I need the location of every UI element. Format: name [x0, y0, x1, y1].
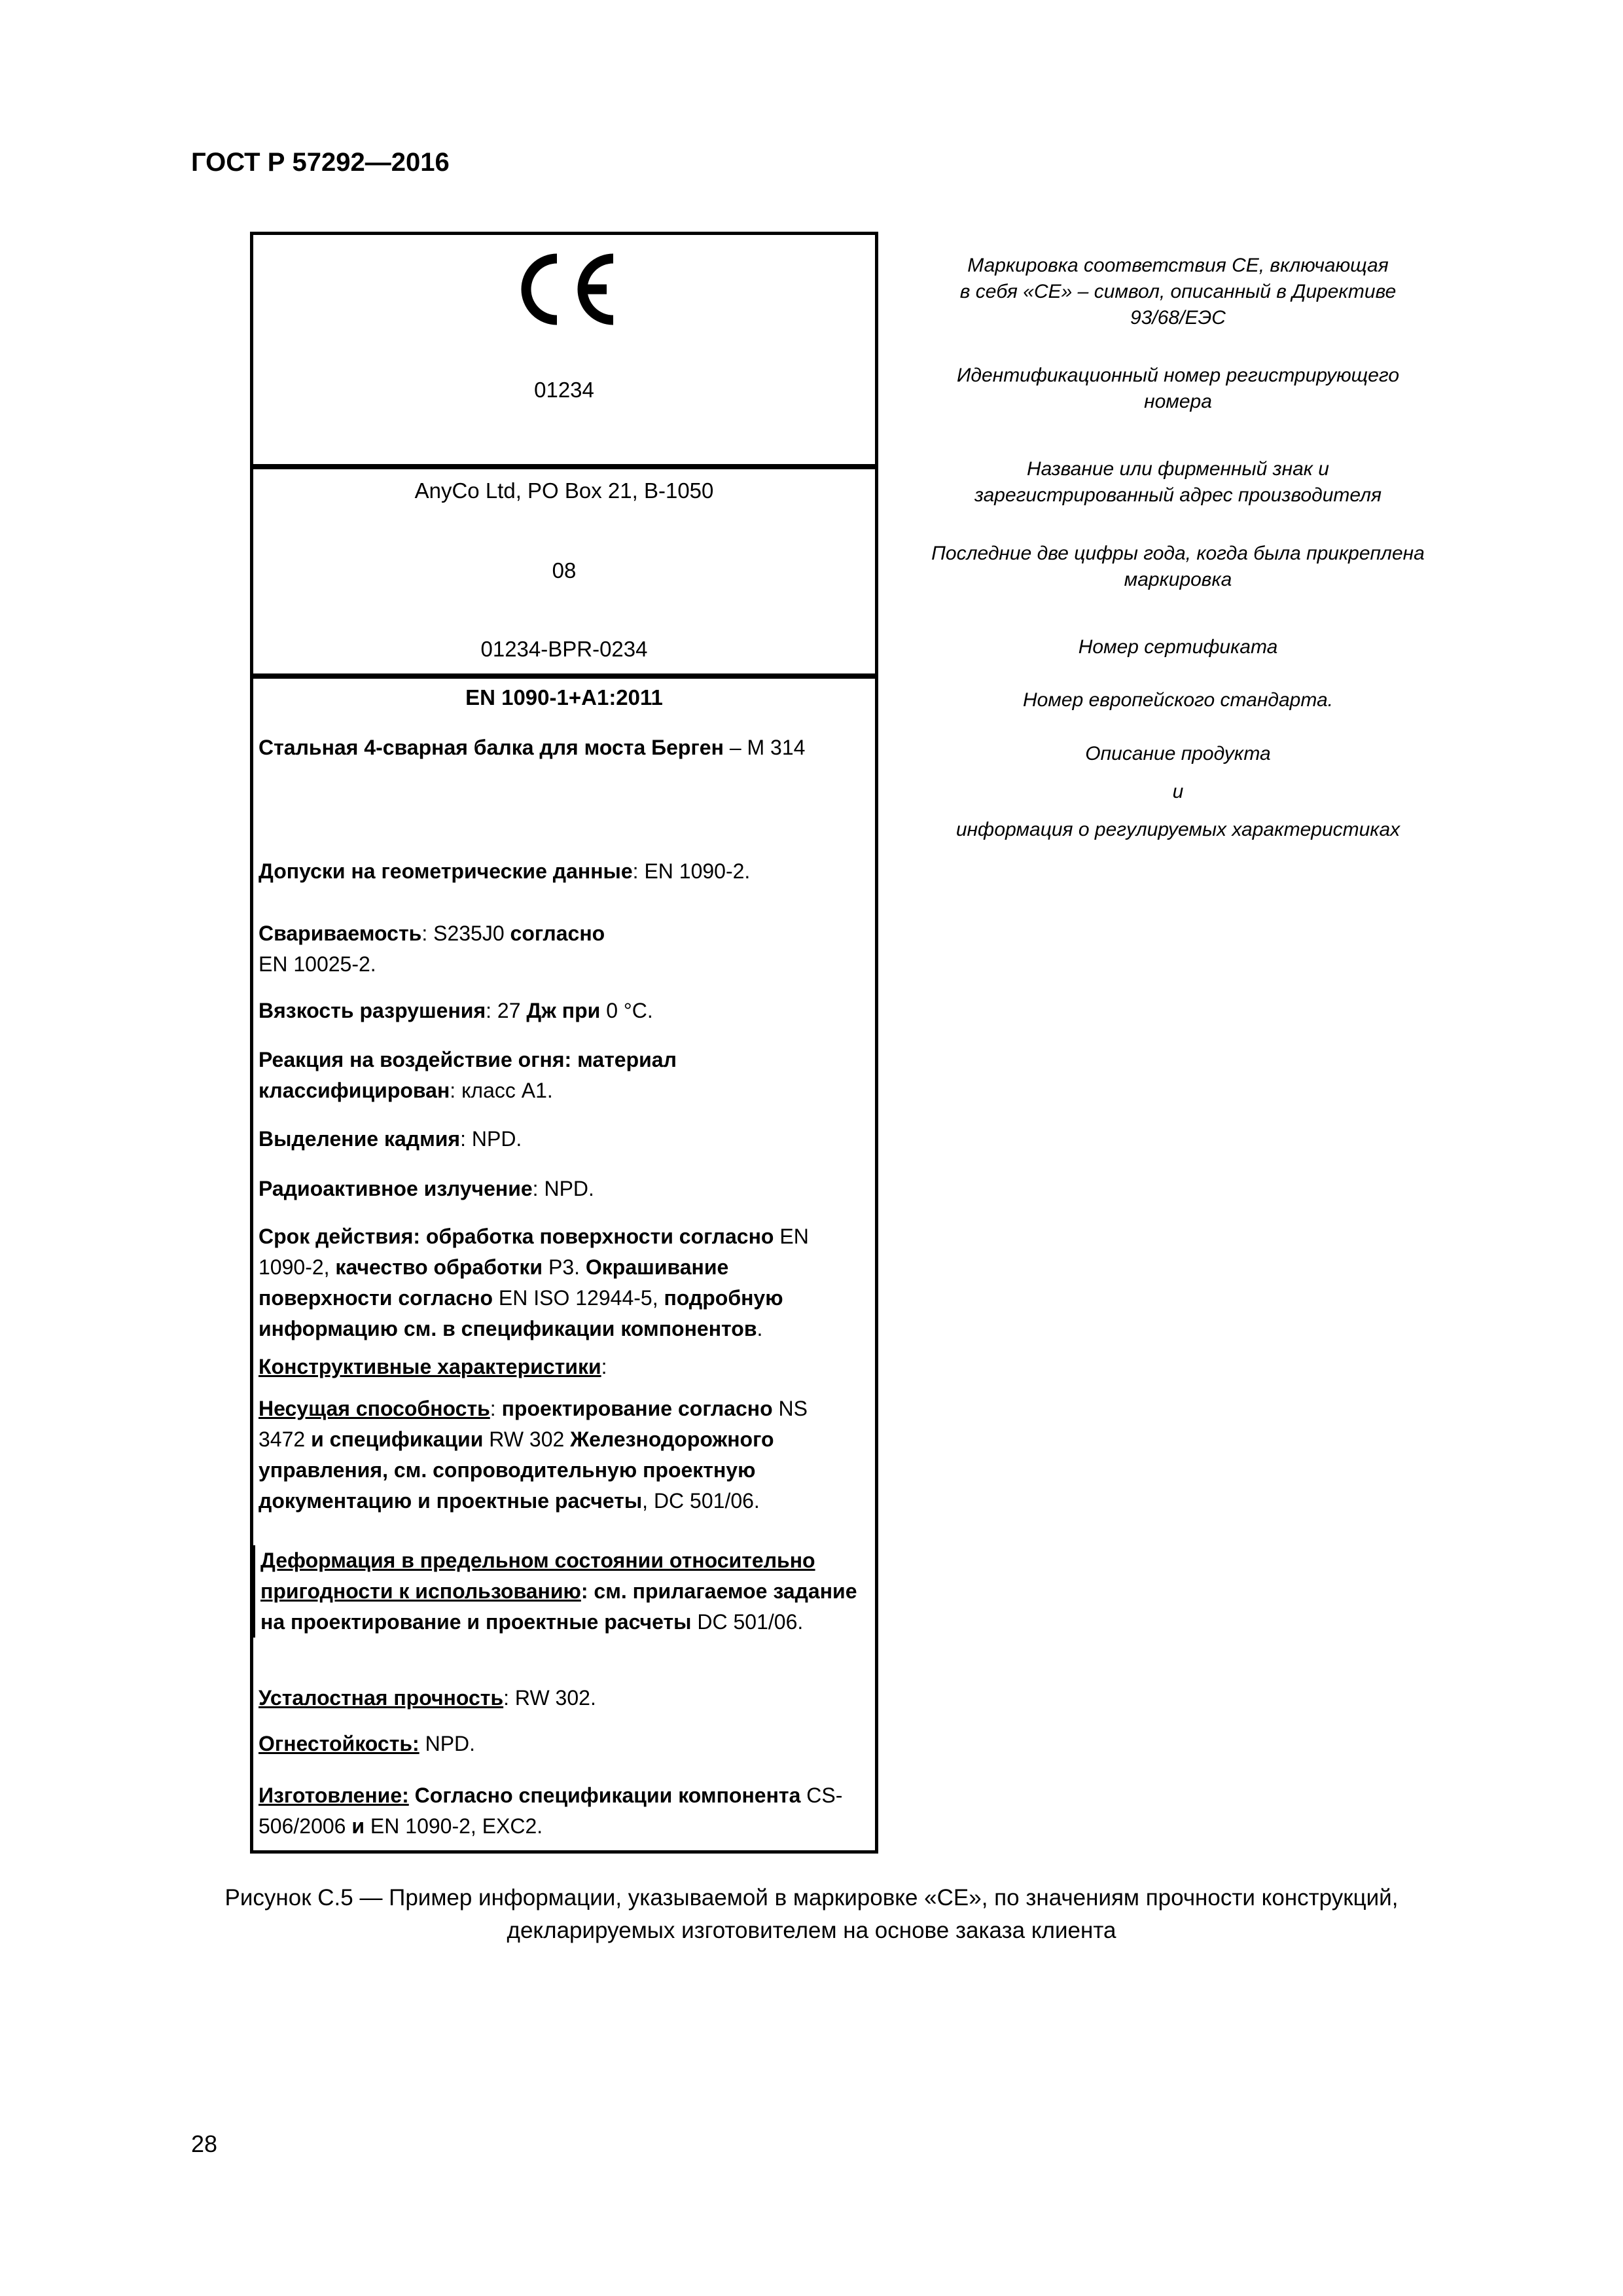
characteristics-section [250, 675, 878, 1854]
weldability-tail: согласно [504, 922, 605, 945]
desc-manufacturer-line-1: Название или фирменный знак и [1027, 458, 1329, 480]
toughness-value: : 27 [486, 999, 521, 1022]
desc-year-line-2: маркировка [1124, 569, 1232, 590]
radioactive-label: Радиоактивное излучение [259, 1177, 533, 1200]
durability-quality: качество обработки [335, 1255, 548, 1279]
fire-reaction-class: : класс А1. [450, 1079, 553, 1102]
fire-reaction-line [259, 1045, 867, 1106]
desc-year [883, 541, 1472, 593]
manufacture-label: Изготовление: [259, 1784, 409, 1807]
id-number: 01234 [534, 378, 594, 402]
load-capacity-spec: и спецификации [311, 1427, 490, 1451]
load-capacity-design: проектирование согласно [501, 1397, 779, 1420]
durability-text: : обработка поверхности согласно [413, 1225, 780, 1248]
desc-id-line-1: Идентификационный номер регистрирующего [956, 365, 1400, 386]
ce-mark-section [250, 232, 878, 467]
desc-standard: Номер европейского стандарта. [1022, 689, 1333, 711]
durability-paragraph [259, 1221, 867, 1344]
durability-std-num: 1090-2, [259, 1255, 336, 1279]
cadmium-value: : NPD. [460, 1127, 522, 1151]
toughness-line [259, 996, 867, 1026]
load-capacity-ns: NS [778, 1397, 808, 1420]
weldability-label: Свариваемость [259, 922, 422, 945]
fire-reaction-material: : материал [564, 1048, 677, 1071]
load-capacity-railway: Железнодорожного [570, 1427, 774, 1451]
manufacture-cs-num: 506/2006 [259, 1814, 352, 1838]
manufacture-spec: Согласно спецификации компонента [408, 1784, 807, 1807]
cadmium-label: Выделение кадмия [259, 1127, 461, 1151]
desc-product: Описание продукта [1085, 743, 1271, 764]
toughness-label: Вязкость разрушения [259, 999, 486, 1022]
fatigue-label: Усталостная прочность [259, 1686, 504, 1710]
durability-info: информацию см. в спецификации компонентов [259, 1317, 757, 1340]
deformation-design: на проектирование и проектные расчеты [260, 1610, 698, 1634]
load-capacity-admin: управления, см. сопроводительную проектную [259, 1458, 756, 1482]
durability-end: . [757, 1317, 763, 1340]
structural-heading-label: Конструктивные характеристики [259, 1355, 601, 1378]
deformation-label-2: пригодности к использованию [260, 1579, 581, 1603]
durability-iso: EN ISO 12944-5, [498, 1286, 664, 1310]
tolerances-line [259, 856, 867, 887]
deformation-dc: DC 501/06. [697, 1610, 804, 1634]
manufacturer-address: AnyCo Ltd, PO Box 21, B-1050 [414, 478, 714, 503]
document-header: ГОСТ Р 57292—2016 [191, 148, 450, 177]
manufacture-cs: CS- [806, 1784, 843, 1807]
load-capacity-paragraph [259, 1393, 867, 1516]
load-capacity-colon: : [490, 1397, 502, 1420]
durability-detailed: подробную [664, 1286, 783, 1310]
desc-manufacturer-line-2: зарегистрированный адрес производителя [974, 484, 1382, 506]
fire-resistance-line [259, 1729, 867, 1759]
radioactive-line [259, 1174, 867, 1204]
caption-line-2: декларируемых изготовителем на основе заказа клиента [507, 1918, 1116, 1943]
durability-std: EN [779, 1225, 809, 1248]
fire-reaction-classified: классифицирован [259, 1079, 450, 1102]
fire-reaction-label: Реакция на воздействие огня [259, 1048, 565, 1071]
durability-grade: P3. [548, 1255, 586, 1279]
product-name: Стальная 4-сварная балка для моста Берген [259, 736, 724, 759]
certificate-number: 01234-BPR-0234 [480, 637, 648, 661]
page-number: 28 [191, 2130, 218, 2157]
toughness-unit: Дж при [520, 999, 607, 1022]
durability-surface: поверхности согласно [259, 1286, 499, 1310]
tolerances-value: : EN 1090-2. [632, 859, 751, 883]
fire-resistance-value: NPD. [419, 1732, 476, 1755]
manufacture-and: и [351, 1814, 370, 1838]
tolerances-label: Допуски на геометрические данные [259, 859, 633, 883]
product-code: M 314 [747, 736, 806, 759]
weldability-standard: EN 10025-2. [259, 952, 376, 976]
product-description [259, 732, 867, 763]
fire-resistance-label: Огнестойкость: [259, 1732, 419, 1755]
caption-line-1: Рисунок С.5 — Пример информации, указываемой в маркировке «СЕ», по значениям прочности конструкций, [224, 1885, 1399, 1910]
deformation-see: : см. прилагаемое задание [580, 1579, 857, 1603]
manufacturer-section [250, 466, 878, 677]
desc-regulated: информация о регулируемых характеристиках [955, 819, 1400, 840]
load-capacity-rw: RW 302 [489, 1427, 571, 1451]
standard-number: EN 1090-1+A1:2011 [465, 685, 663, 709]
load-capacity-ns-num: 3472 [259, 1427, 312, 1451]
structural-heading-colon: : [601, 1355, 607, 1378]
load-capacity-docs: документацию и проектные расчеты [259, 1489, 643, 1513]
load-capacity-dc: , DC 501/06. [642, 1489, 760, 1513]
desc-ce-line-3: 93/68/ЕЭС [1130, 307, 1226, 329]
deformation-label-1: Деформация в предельном состоянии относительно [260, 1549, 815, 1572]
manufacture-paragraph [259, 1780, 867, 1842]
durability-painting: Окрашивание [585, 1255, 729, 1279]
ce-mark-logo [253, 251, 875, 331]
desc-year-line-1: Последние две цифры года, когда была прикреплена [931, 543, 1425, 564]
weldability-value: : S235J0 [421, 922, 505, 945]
desc-ce-marking [883, 253, 1472, 331]
desc-id-number [883, 363, 1472, 415]
durability-label: Срок действия [259, 1225, 414, 1248]
desc-certificate: Номер сертификата [1078, 636, 1278, 658]
deformation-paragraph [253, 1545, 869, 1638]
toughness-temp: 0 °C. [606, 999, 653, 1022]
desc-ce-line-1: Маркировка соответствия СЕ, включающая [967, 255, 1389, 276]
figure-caption [131, 1882, 1492, 1947]
desc-ce-line-2: в себя «СЕ» – символ, описанный в Директиве [959, 281, 1397, 302]
load-capacity-label: Несущая способность [259, 1397, 490, 1420]
radioactive-value: : NPD. [532, 1177, 594, 1200]
manufacture-exc: EN 1090-2, EXC2. [370, 1814, 543, 1838]
product-dash: – [729, 736, 741, 759]
weldability-line [259, 918, 867, 980]
desc-id-line-2: номера [1144, 391, 1212, 412]
structural-heading [259, 1352, 867, 1382]
cadmium-line [259, 1124, 867, 1155]
fatigue-value: : RW 302. [503, 1686, 596, 1710]
desc-manufacturer [883, 456, 1472, 509]
desc-and: и [1172, 781, 1184, 802]
fatigue-line [259, 1683, 867, 1713]
year-digits: 08 [552, 558, 577, 583]
